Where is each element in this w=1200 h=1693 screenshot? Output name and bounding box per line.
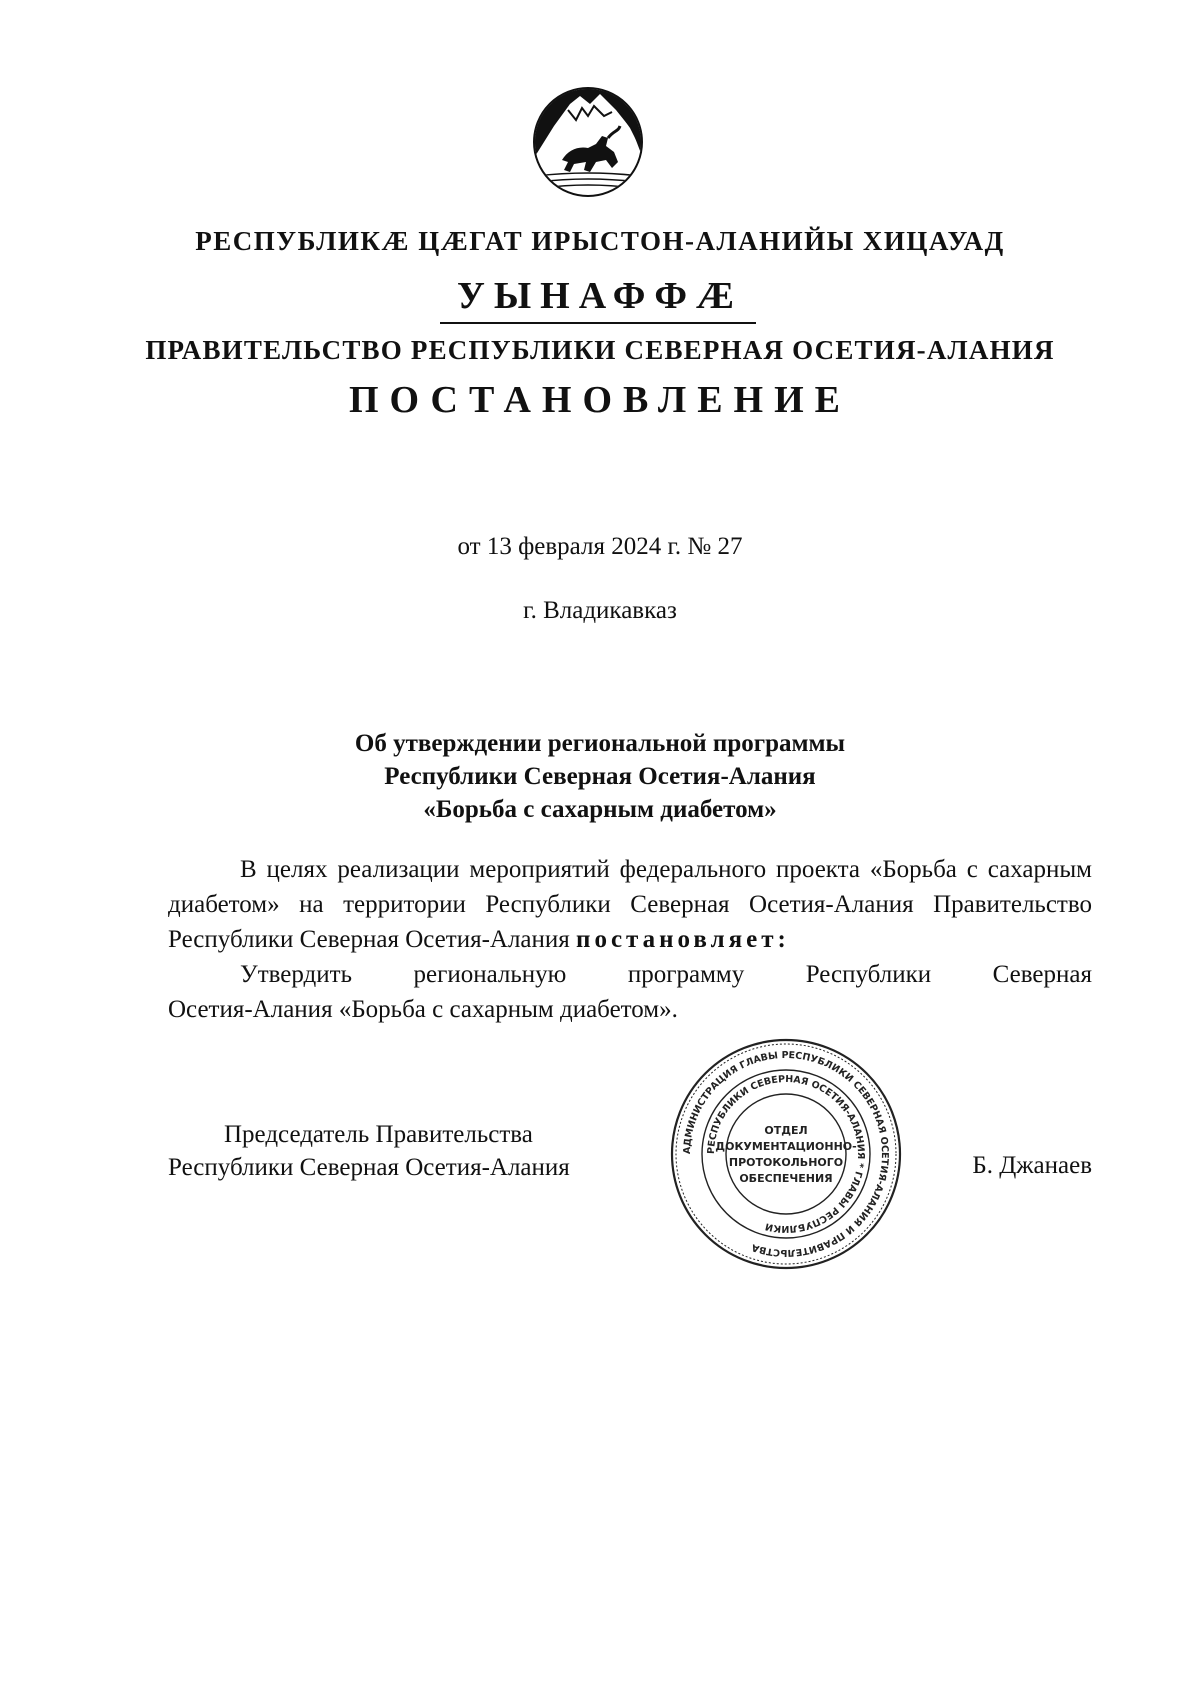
signatory-position-line-1: Председатель Правительства <box>224 1121 533 1148</box>
decree-city: г. Владикавказ <box>523 597 677 624</box>
title-line-1: Об утверждении региональной программы <box>354 730 846 757</box>
ossetian-government-heading: РЕСПУБЛИКÆ ЦÆГАТ ИРЫСТОН-АЛАНИЙЫ ХИЦАУАД <box>195 226 1005 256</box>
decree-body <box>168 852 1092 1027</box>
signatory-position-line-2: Республики Северная Осетия-Алания <box>168 1154 570 1181</box>
decree-date-number: от 13 февраля 2024 г. № 27 <box>457 533 743 560</box>
body-paragraph-2-rest: Осетия-Алания «Борьба с сахарным диабетом». <box>168 996 678 1023</box>
stamp-center-line-4: ОБЕСПЕЧЕНИЯ <box>739 1172 833 1185</box>
coat-of-arms-emblem <box>532 86 644 198</box>
paragraph-2-word: региональную <box>413 961 567 988</box>
signatory-name: Б. Джанаев <box>972 1152 1092 1179</box>
paragraph-1-text: В целях реализации мероприятий федерального проекта «Борьба с сахарным диабетом» на территории Республики Северная Осетия-Алания Правительство Республики Северная Осетия-Алания <box>168 856 1092 953</box>
russian-decree-heading: ПОСТАНОВЛЕНИЕ <box>348 379 852 421</box>
paragraph-2-word: Северная <box>992 961 1092 988</box>
signatory-position <box>168 1118 570 1184</box>
stamp-center-line-1: ОТДЕЛ <box>764 1124 808 1137</box>
body-paragraph-2-first-line <box>168 957 1092 992</box>
heading-divider <box>440 322 756 324</box>
paragraph-2-word: программу <box>627 961 745 988</box>
stamp-inner-ring-text: РЕСПУБЛИКИ СЕВЕРНАЯ ОСЕТИЯ-АЛАНИЯ * ГЛАВЫ РЕСПУБЛИКИ <box>705 1073 867 1235</box>
paragraph-1-action: постановляет: <box>576 926 790 953</box>
body-paragraph-1 <box>168 852 1092 957</box>
title-line-2: Республики Северная Осетия-Алания <box>384 763 816 790</box>
paragraph-2-word: Республики <box>805 961 932 988</box>
russian-government-heading: ПРАВИТЕЛЬСТВО РЕСПУБЛИКИ СЕВЕРНАЯ ОСЕТИЯ-АЛАНИЯ <box>145 335 1055 365</box>
stamp-outer-ring-text: АДМИНИСТРАЦИЯ ГЛАВЫ РЕСПУБЛИКИ СЕВЕРНАЯ ОСЕТИЯ-АЛАНИЯ И ПРАВИТЕЛЬСТВА <box>681 1049 891 1259</box>
ossetian-decree-heading: УЫНАФФÆ <box>456 275 744 317</box>
title-line-3: «Борьба с сахарным диабетом» <box>423 796 777 823</box>
stamp-center-line-3: ПРОТОКОЛЬНОГО <box>728 1156 844 1169</box>
stamp-center-line-2: ДОКУМЕНТАЦИОННО- <box>715 1140 857 1153</box>
paragraph-2-word: Утвердить <box>240 961 352 988</box>
official-stamp <box>668 1036 904 1272</box>
decree-title <box>200 727 1000 826</box>
